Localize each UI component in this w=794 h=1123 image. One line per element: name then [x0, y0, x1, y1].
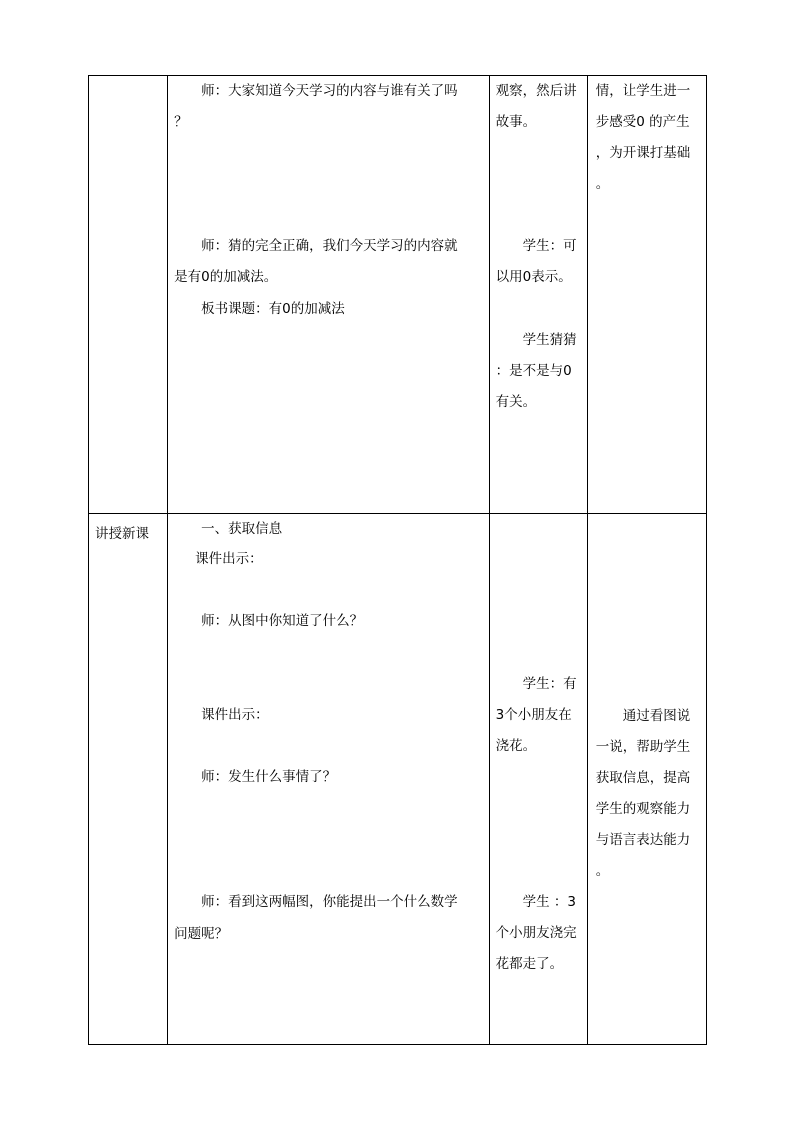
teacher-activity-cell	[168, 76, 490, 514]
intent-line: 一说，帮助学生	[595, 739, 691, 755]
stage-label: 讲授新课	[95, 526, 149, 542]
intent-line: 步感受0 的产生	[595, 114, 690, 130]
student-line: 学生 ：3	[495, 894, 577, 910]
student-line: 学生：可	[495, 238, 577, 254]
teacher-line: 师：大家知道今天学习的内容与谁有关了吗	[174, 83, 458, 99]
teacher-line: 板书课题：有0的加减法	[174, 301, 345, 317]
student-line: 有关。	[495, 394, 537, 410]
table-row	[89, 514, 707, 1045]
intent-line: 获取信息，提高	[595, 770, 691, 786]
intent-line: 学生的观察能力	[595, 801, 691, 817]
teacher-line: 是有0的加减法。	[174, 269, 278, 285]
student-line: 学生：有	[495, 676, 577, 692]
student-line: 以用0表示。	[495, 269, 572, 285]
teacher-line: 师：猜的完全正确，我们今天学习的内容就	[174, 238, 458, 254]
intent-line: 。	[595, 863, 610, 879]
teacher-line: 师：发生什么事情了？	[174, 769, 337, 785]
student-line: 个小朋友浇完	[495, 925, 577, 941]
student-line: 学生猜猜	[495, 332, 577, 348]
student-line: 3个小朋友在	[495, 707, 572, 723]
stage-cell	[89, 514, 168, 1045]
intent-line: 。	[595, 176, 610, 192]
student-line: 观察，然后讲	[495, 83, 577, 99]
student-line: 故事。	[495, 114, 537, 130]
teacher-line: 课件出示：	[168, 551, 263, 567]
teacher-line: 一、获取信息	[174, 521, 283, 537]
teacher-activity-cell	[168, 514, 490, 1045]
student-activity-cell	[489, 76, 587, 514]
student-activity-cell	[489, 514, 587, 1045]
student-line: 花都走了。	[495, 956, 564, 972]
student-line: 浇花。	[495, 738, 537, 754]
student-line: ：是不是与0	[495, 363, 572, 379]
teacher-line: 师：从图中你知道了什么？	[174, 613, 364, 629]
table-row	[89, 76, 707, 514]
design-intent-cell	[587, 514, 706, 1045]
teacher-line: 课件出示：	[174, 707, 269, 723]
teacher-line: 师：看到这两幅图，你能提出一个什么数学	[174, 894, 458, 910]
teacher-line: 问题呢？	[174, 926, 229, 942]
intent-line: 通过看图说	[595, 708, 691, 724]
stage-cell	[89, 76, 168, 514]
lesson-plan-table	[88, 75, 707, 1045]
intent-line: ，为开课打基础	[595, 145, 691, 161]
teacher-line: ？	[174, 114, 188, 130]
intent-line: 与语言表达能力	[595, 832, 691, 848]
design-intent-cell	[587, 76, 706, 514]
intent-line: 情，让学生进一	[595, 83, 691, 99]
